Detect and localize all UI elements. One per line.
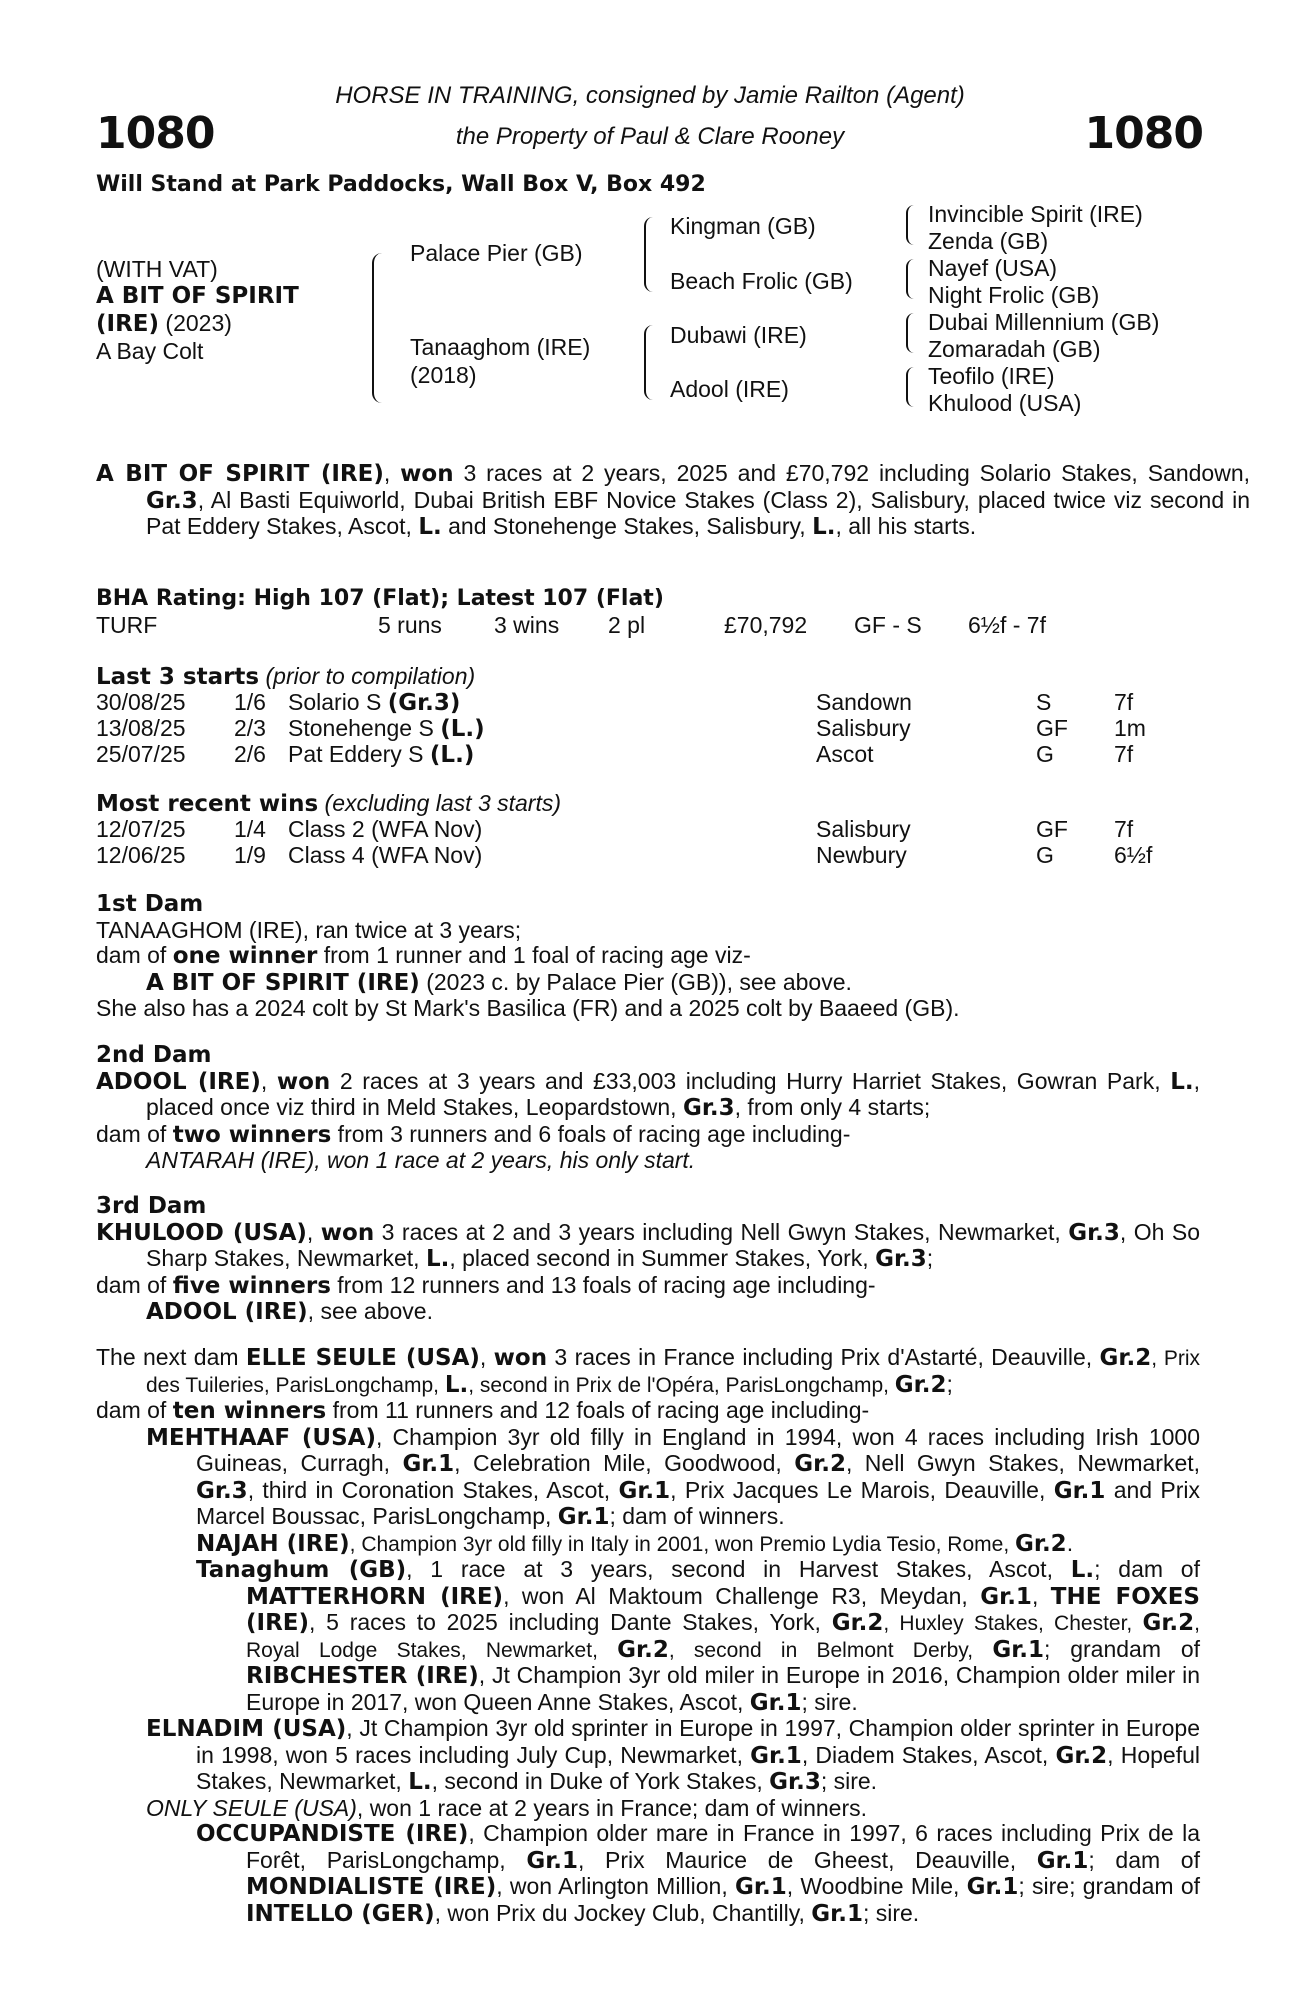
text: , third in Coronation Stakes, Ascot, [247, 1476, 619, 1503]
text: , won Prix du Jockey Club, Chantilly, [434, 1899, 812, 1926]
text: , won 1 race at 2 years in France; dam of winners. [356, 1794, 867, 1821]
text: , Royal Lodge Stakes, Newmarket, [246, 1612, 1200, 1662]
race-grade: (Gr.3) [387, 690, 461, 716]
summary-text-2: , Al Basti Equiworld, Dubai British EBF Novice Stakes (Class 2), Salisbury, placed twice viz second in Pat Eddery Stakes, Ascot, [146, 486, 1250, 539]
tanaghum-entry [96, 1557, 1200, 1716]
horse-description: A Bay Colt [96, 338, 204, 364]
grade: Gr.3 [875, 1246, 927, 1272]
second-dam-record: ADOOL (IRE), won 2 races at 3 years and £33,003 including Hurry Harriet Stakes, Gowran Park, L., placed once viz third in Meld Stakes, Leopardstown, Gr.3, from only 4 starts; [96, 1067, 1200, 1121]
last3-going-3: G [1036, 741, 1054, 767]
horse-name: THE FOXES (IRE) [246, 1583, 1200, 1636]
text: , Nell Gwyn Stakes, Newmarket, [845, 1450, 1201, 1476]
text: , won Arlington Million, [496, 1873, 736, 1899]
text: , Prix Jacques Le Marois, Deauville, [670, 1476, 1054, 1503]
grade: Gr.1 [749, 1689, 802, 1716]
foal-name: A BIT OF SPIRIT (IRE) [146, 969, 420, 996]
next-dam-record: The next dam ELLE SEULE (USA), won 3 races in France including Prix d'Astarté, Deauville, Gr.2, Prix des Tuileries, ParisLongchamp, L., second in Prix de l'Opéra, ParisLongchamp, Gr.2; [96, 1344, 1200, 1398]
winners-count: five winners [172, 1272, 331, 1299]
text: , Jt Champion 3yr old miler in Europe in 2016, Champion older miler in Europe in 2017, won Queen Anne Stakes, Ascot, [246, 1662, 1201, 1715]
recent-date-1: 12/07/25 [96, 816, 186, 842]
grade: Gr.3 [1068, 1219, 1120, 1246]
third-dam-title: 3rd Dam [96, 1193, 207, 1219]
grade: Gr.2 [1015, 1530, 1067, 1557]
text: 3 races at 2 and 3 years including Nell Gwyn Stakes, Newmarket, [374, 1218, 1069, 1245]
last3-dist-2: 1m [1114, 715, 1146, 741]
last3-pos-1: 1/6 [234, 689, 266, 715]
text: dam of [96, 1397, 173, 1423]
pedigree-brace [372, 253, 382, 403]
last3-dist-1: 7f [1114, 689, 1134, 715]
grade: L. [444, 1371, 469, 1398]
rating-distance: 6½f - 7f [968, 612, 1046, 638]
recent-dist-1: 7f [1114, 816, 1134, 842]
second-dam-title: 2nd Dam [96, 1042, 212, 1068]
race-name: Pat Eddery S [288, 741, 430, 767]
recent-dist-2: 6½f [1114, 842, 1153, 868]
horse-block [96, 256, 299, 365]
summary-text-1: 3 races at 2 years, 2025 and £70,792 including Solario Stakes, Sandown, [453, 460, 1251, 486]
next-dam-section [96, 1345, 1200, 1927]
grade: Gr.3 [682, 1095, 735, 1121]
text: ; sire; grandam of [1018, 1873, 1201, 1899]
dam-dam: Adool (IRE) [670, 376, 789, 402]
first-dam-foal [96, 970, 1200, 997]
rating-surface: TURF [96, 612, 158, 638]
text: , Prix Maurice de Gheest, Deauville, [578, 1846, 1037, 1873]
last3-note: (prior to compilation) [259, 663, 476, 689]
brace-3a [906, 205, 914, 245]
recent-going-2: G [1036, 842, 1054, 868]
text: ; sire. [801, 1688, 858, 1715]
recent-course-1: Salisbury [816, 816, 911, 842]
ped-dsd: Zomaradah (GB) [928, 336, 1101, 362]
text: ; [1044, 1635, 1051, 1662]
dam-name: ELLE SEULE (USA) [245, 1345, 480, 1371]
race-grade: (L.) [429, 742, 475, 768]
vat-note: (WITH VAT) [96, 256, 218, 282]
rating-wins: 3 wins [494, 612, 560, 638]
third-dam-section [96, 1194, 1200, 1326]
text: ; dam of [1094, 1556, 1200, 1582]
grade: Gr.2 [1099, 1345, 1152, 1371]
horse-name: ONLY SEULE (USA) [146, 1794, 357, 1821]
text: , won Al Maktoum Challenge R3, Meydan, [503, 1582, 981, 1609]
text: from 3 runners and 6 foals of racing age including- [331, 1120, 851, 1147]
second-dam-produce [96, 1122, 1200, 1149]
first-dam-produce [96, 943, 1200, 970]
winners-count: ten winners [172, 1398, 327, 1424]
next-dam-produce [96, 1398, 1200, 1425]
text: grandam of [1070, 1635, 1200, 1662]
grade: Gr.1 [750, 1742, 802, 1769]
text: , Oh So Sharp Stakes, Newmarket, [146, 1218, 1200, 1271]
text: , Diadem Stakes, Ascot, [801, 1741, 1056, 1768]
text: , Champion older mare in France in 1997, 6 races including Prix de la Forêt, ParisLongchamp, [246, 1820, 1200, 1873]
grade: Gr.1 [992, 1636, 1045, 1663]
lot-number-left: 1080 [96, 108, 215, 159]
horse-suffix: (IRE) [96, 311, 160, 337]
last3-going-1: S [1036, 689, 1052, 715]
brace-3d [906, 367, 914, 407]
text: , second in Prix de l'Opéra, ParisLongchamp, [468, 1373, 895, 1397]
dam-year: (2018) [410, 362, 477, 388]
text: from 12 runners and 13 foals of racing age including- [330, 1271, 876, 1298]
text: , 1 race at 3 years, second in Harvest Stakes, Ascot, [406, 1556, 1071, 1582]
grade: Gr.3 [769, 1769, 821, 1795]
mehthaaf-entry [96, 1425, 1200, 1531]
text: , Woodbine Mile, [786, 1873, 967, 1899]
last3-course-3: Ascot [816, 741, 874, 767]
grade: Gr.2 [894, 1371, 947, 1398]
ped-sdd: Night Frolic (GB) [928, 282, 1100, 308]
text: dam of [96, 942, 173, 968]
text: ; dam of winners. [609, 1503, 785, 1529]
summary-horse-name: A BIT OF SPIRIT (IRE) [96, 461, 384, 487]
ped-dss: Dubai Millennium (GB) [928, 309, 1160, 335]
last3-race-2 [288, 715, 485, 742]
second-dam-foal: ANTARAH (IRE), won 1 race at 2 years, his only start. [146, 1147, 696, 1173]
rating-placed: 2 pl [608, 612, 646, 638]
grade: Gr.1 [980, 1583, 1032, 1610]
grade: Gr.2 [794, 1451, 846, 1477]
text: , Huxley Stakes, Chester, [883, 1612, 1143, 1635]
text: ; sire. [820, 1768, 878, 1794]
grade: Gr.3 [196, 1477, 248, 1504]
recent-race-1: Class 2 (WFA Nov) [288, 816, 483, 842]
third-dam-record: KHULOOD (USA), won 3 races at 2 and 3 years including Nell Gwyn Stakes, Newmarket, Gr.3, Oh So Sharp Stakes, Newmarket, L., placed second in Summer Stakes, York, Gr.3; [96, 1218, 1200, 1272]
horse-name: MATTERHORN (IRE) [246, 1583, 504, 1610]
brace-3c [906, 313, 914, 353]
horse-name: OCCUPANDISTE (IRE) [196, 1821, 469, 1847]
dam: Tanaaghom (IRE) [410, 334, 591, 360]
ped-ssd: Zenda (GB) [928, 228, 1049, 254]
recent-note: (excluding last 3 starts) [318, 790, 562, 816]
dam-name: KHULOOD (USA) [96, 1219, 307, 1246]
text: , placed once viz third in Meld Stakes, Leopardstown, [146, 1067, 1200, 1120]
recent-pos-2: 1/9 [234, 842, 266, 868]
first-dam-section [96, 892, 1200, 1022]
last3-course-2: Salisbury [816, 715, 911, 741]
grade: Gr.1 [618, 1477, 671, 1504]
text: , from only 4 starts; [734, 1094, 931, 1120]
sire-dam: Beach Frolic (GB) [670, 268, 853, 294]
text: , [1031, 1582, 1051, 1609]
last3-date-2: 13/08/25 [96, 715, 186, 741]
last3-course-1: Sandown [816, 689, 912, 715]
winners-count: one winner [172, 943, 318, 969]
race-summary: A BIT OF SPIRIT (IRE), won 3 races at 2 years, 2025 and £70,792 including Solario Stakes, Sandown, Gr.3, Al Basti Equiworld, Dubai British EBF Novice Stakes (Class 2), Salisbury, placed twice viz second in Pat Eddery Stakes, Ascot, L. and Stonehenge Stakes, Salisbury, L., all his starts. [96, 460, 1251, 540]
winners-count: two winners [172, 1121, 332, 1148]
last3-dist-3: 7f [1114, 741, 1134, 767]
text: from 11 runners and 12 foals of racing age including- [326, 1397, 870, 1423]
text: , second in Duke of York Stakes, [431, 1768, 770, 1794]
last3-heading [96, 663, 475, 690]
grade: Gr.1 [966, 1874, 1019, 1900]
summary-text-4: , all his starts. [835, 513, 977, 539]
grade: Gr.1 [735, 1874, 787, 1900]
grade: L. [1070, 1557, 1095, 1583]
lot-number-right: 1080 [1084, 108, 1203, 159]
stand-location: Will Stand at Park Paddocks, Wall Box V, Box 492 [96, 172, 706, 197]
last3-going-2: GF [1036, 715, 1068, 741]
grade: Gr.2 [1055, 1742, 1108, 1769]
text: , see above. [307, 1298, 433, 1324]
last3-pos-3: 2/6 [234, 741, 266, 767]
text: and Prix Marcel Boussac, ParisLongchamp, [196, 1476, 1200, 1529]
grade: Gr.1 [811, 1900, 863, 1927]
last3-title: Last 3 starts [96, 664, 260, 690]
recent-heading [96, 790, 561, 817]
horse-name: INTELLO (GER) [246, 1900, 435, 1927]
dam-brace [644, 325, 653, 400]
text: ; [946, 1370, 953, 1397]
recent-pos-1: 1/4 [234, 816, 266, 842]
grade: Gr.1 [402, 1451, 455, 1477]
bha-rating: BHA Rating: High 107 (Flat); Latest 107 (Flat) [96, 586, 664, 611]
last3-race-3 [288, 741, 474, 768]
text: , Jt Champion 3yr old sprinter in Europe in 1997, Champion older sprinter in Europe in 1998, won 5 races including July Cup, Newmarket, [196, 1715, 1200, 1768]
horse-name: NAJAH (IRE) [196, 1530, 350, 1557]
last3-race-1 [288, 689, 460, 716]
property-line: the Property of Paul & Clare Rooney [455, 123, 845, 150]
najah-entry [96, 1531, 1200, 1558]
ped-ddd: Khulood (USA) [928, 390, 1082, 416]
horse-name: ELNADIM (USA) [146, 1716, 347, 1742]
race-name: Solario S [288, 689, 388, 715]
horse-name: RIBCHESTER (IRE) [246, 1663, 479, 1689]
grade: Gr.2 [1142, 1610, 1195, 1636]
only-seule-entry [96, 1796, 1200, 1822]
horse-name: A BIT OF SPIRIT [96, 283, 299, 309]
summary-listed-2: L. [812, 514, 836, 540]
ped-dds: Teofilo (IRE) [928, 363, 1055, 389]
first-dam-title: 1st Dam [96, 891, 204, 917]
grade: Gr.1 [1036, 1847, 1089, 1874]
summary-text-3: and Stonehenge Stakes, Salisbury, [441, 513, 813, 539]
brace-3b [906, 259, 914, 299]
race-grade: (L.) [440, 716, 485, 742]
recent-going-1: GF [1036, 816, 1068, 842]
foal-name: ADOOL (IRE) [146, 1299, 308, 1325]
text: , second in Belmont Derby, [668, 1638, 993, 1662]
text: , Champion 3yr old filly in Italy in 2001, won Premio Lydia Tesio, Rome, [349, 1532, 1015, 1556]
won: won [493, 1345, 548, 1371]
text: (2023 c. by Palace Pier (GB)), see above. [419, 968, 852, 995]
dam-name: ADOOL (IRE) [96, 1068, 261, 1095]
second-dam-section [96, 1043, 1200, 1174]
sire: Palace Pier (GB) [410, 240, 583, 266]
first-dam-other-foals: She also has a 2024 colt by St Mark's Basilica (FR) and a 2025 colt by Baaeed (GB). [96, 995, 960, 1021]
occupandiste-entry [96, 1821, 1200, 1927]
horse-name: Tanaghum (GB) [196, 1557, 407, 1583]
won: won [320, 1219, 375, 1246]
rating-earnings: £70,792 [724, 612, 808, 638]
text: dam of [96, 1120, 173, 1147]
grade: Gr.1 [557, 1504, 610, 1530]
horse-name: MEHTHAAF (USA) [146, 1424, 376, 1451]
third-dam-produce [96, 1273, 1200, 1300]
race-name: Stonehenge S [288, 715, 441, 741]
text: . [1066, 1529, 1074, 1556]
dam-sire: Dubawi (IRE) [670, 322, 807, 348]
last3-pos-2: 2/3 [234, 715, 266, 741]
text: ; [926, 1245, 934, 1271]
text: , Celebration Mile, Goodwood, [454, 1450, 795, 1476]
grade: L. [1170, 1068, 1194, 1095]
grade: L. [408, 1769, 432, 1795]
last3-date-1: 30/08/25 [96, 689, 186, 715]
text: dam of [96, 1271, 173, 1298]
grade: Gr.1 [1053, 1477, 1106, 1504]
text: ; sire. [862, 1899, 920, 1926]
grade: Gr.2 [831, 1610, 884, 1636]
summary-grade: Gr.3 [146, 487, 198, 514]
summary-won: won [400, 461, 454, 487]
sire-brace [644, 217, 653, 292]
third-dam-foal [96, 1299, 1200, 1326]
won: won [276, 1068, 331, 1095]
horse-year: (2023) [165, 310, 232, 336]
summary-listed-1: L. [418, 514, 442, 540]
rating-runs: 5 runs [378, 612, 442, 638]
grade: Gr.1 [526, 1847, 579, 1874]
text: 2 races at 3 years and £33,003 including Hurry Harriet Stakes, Gowran Park, [330, 1067, 1171, 1094]
text: ; dam of [1088, 1846, 1200, 1873]
ped-sds: Nayef (USA) [928, 255, 1058, 281]
text: , placed second in Summer Stakes, York, [449, 1245, 876, 1271]
text: The next dam [96, 1344, 246, 1370]
text: 3 races in France including Prix d'Astarté, Deauville, [547, 1344, 1100, 1370]
text: from 1 runner and 1 foal of racing age viz- [317, 942, 751, 968]
text: , Hopeful Stakes, Newmarket, [196, 1741, 1200, 1794]
recent-course-2: Newbury [816, 842, 907, 868]
consignment-line: HORSE IN TRAINING, consigned by Jamie Railton (Agent) [335, 82, 965, 109]
grade: Gr.2 [617, 1636, 669, 1663]
recent-date-2: 12/06/25 [96, 842, 186, 868]
ped-sss: Invincible Spirit (IRE) [928, 201, 1143, 227]
grade: L. [425, 1246, 450, 1272]
text: , Prix des Tuileries, ParisLongchamp, [146, 1347, 1200, 1397]
recent-title: Most recent wins [96, 791, 319, 817]
elnadim-entry [96, 1716, 1200, 1796]
text: , Champion 3yr old filly in England in 1994, won 4 races including Irish 1000 Guineas, Curragh, [196, 1423, 1201, 1476]
rating-going: GF - S [854, 612, 922, 638]
sire-sire: Kingman (GB) [670, 213, 816, 239]
first-dam-line: TANAAGHOM (IRE), ran twice at 3 years; [96, 916, 522, 943]
recent-race-2: Class 4 (WFA Nov) [288, 842, 483, 868]
horse-name: MONDIALISTE (IRE) [246, 1874, 497, 1900]
text: , 5 races to 2025 including Dante Stakes, York, [309, 1609, 832, 1635]
last3-date-3: 25/07/25 [96, 741, 186, 767]
